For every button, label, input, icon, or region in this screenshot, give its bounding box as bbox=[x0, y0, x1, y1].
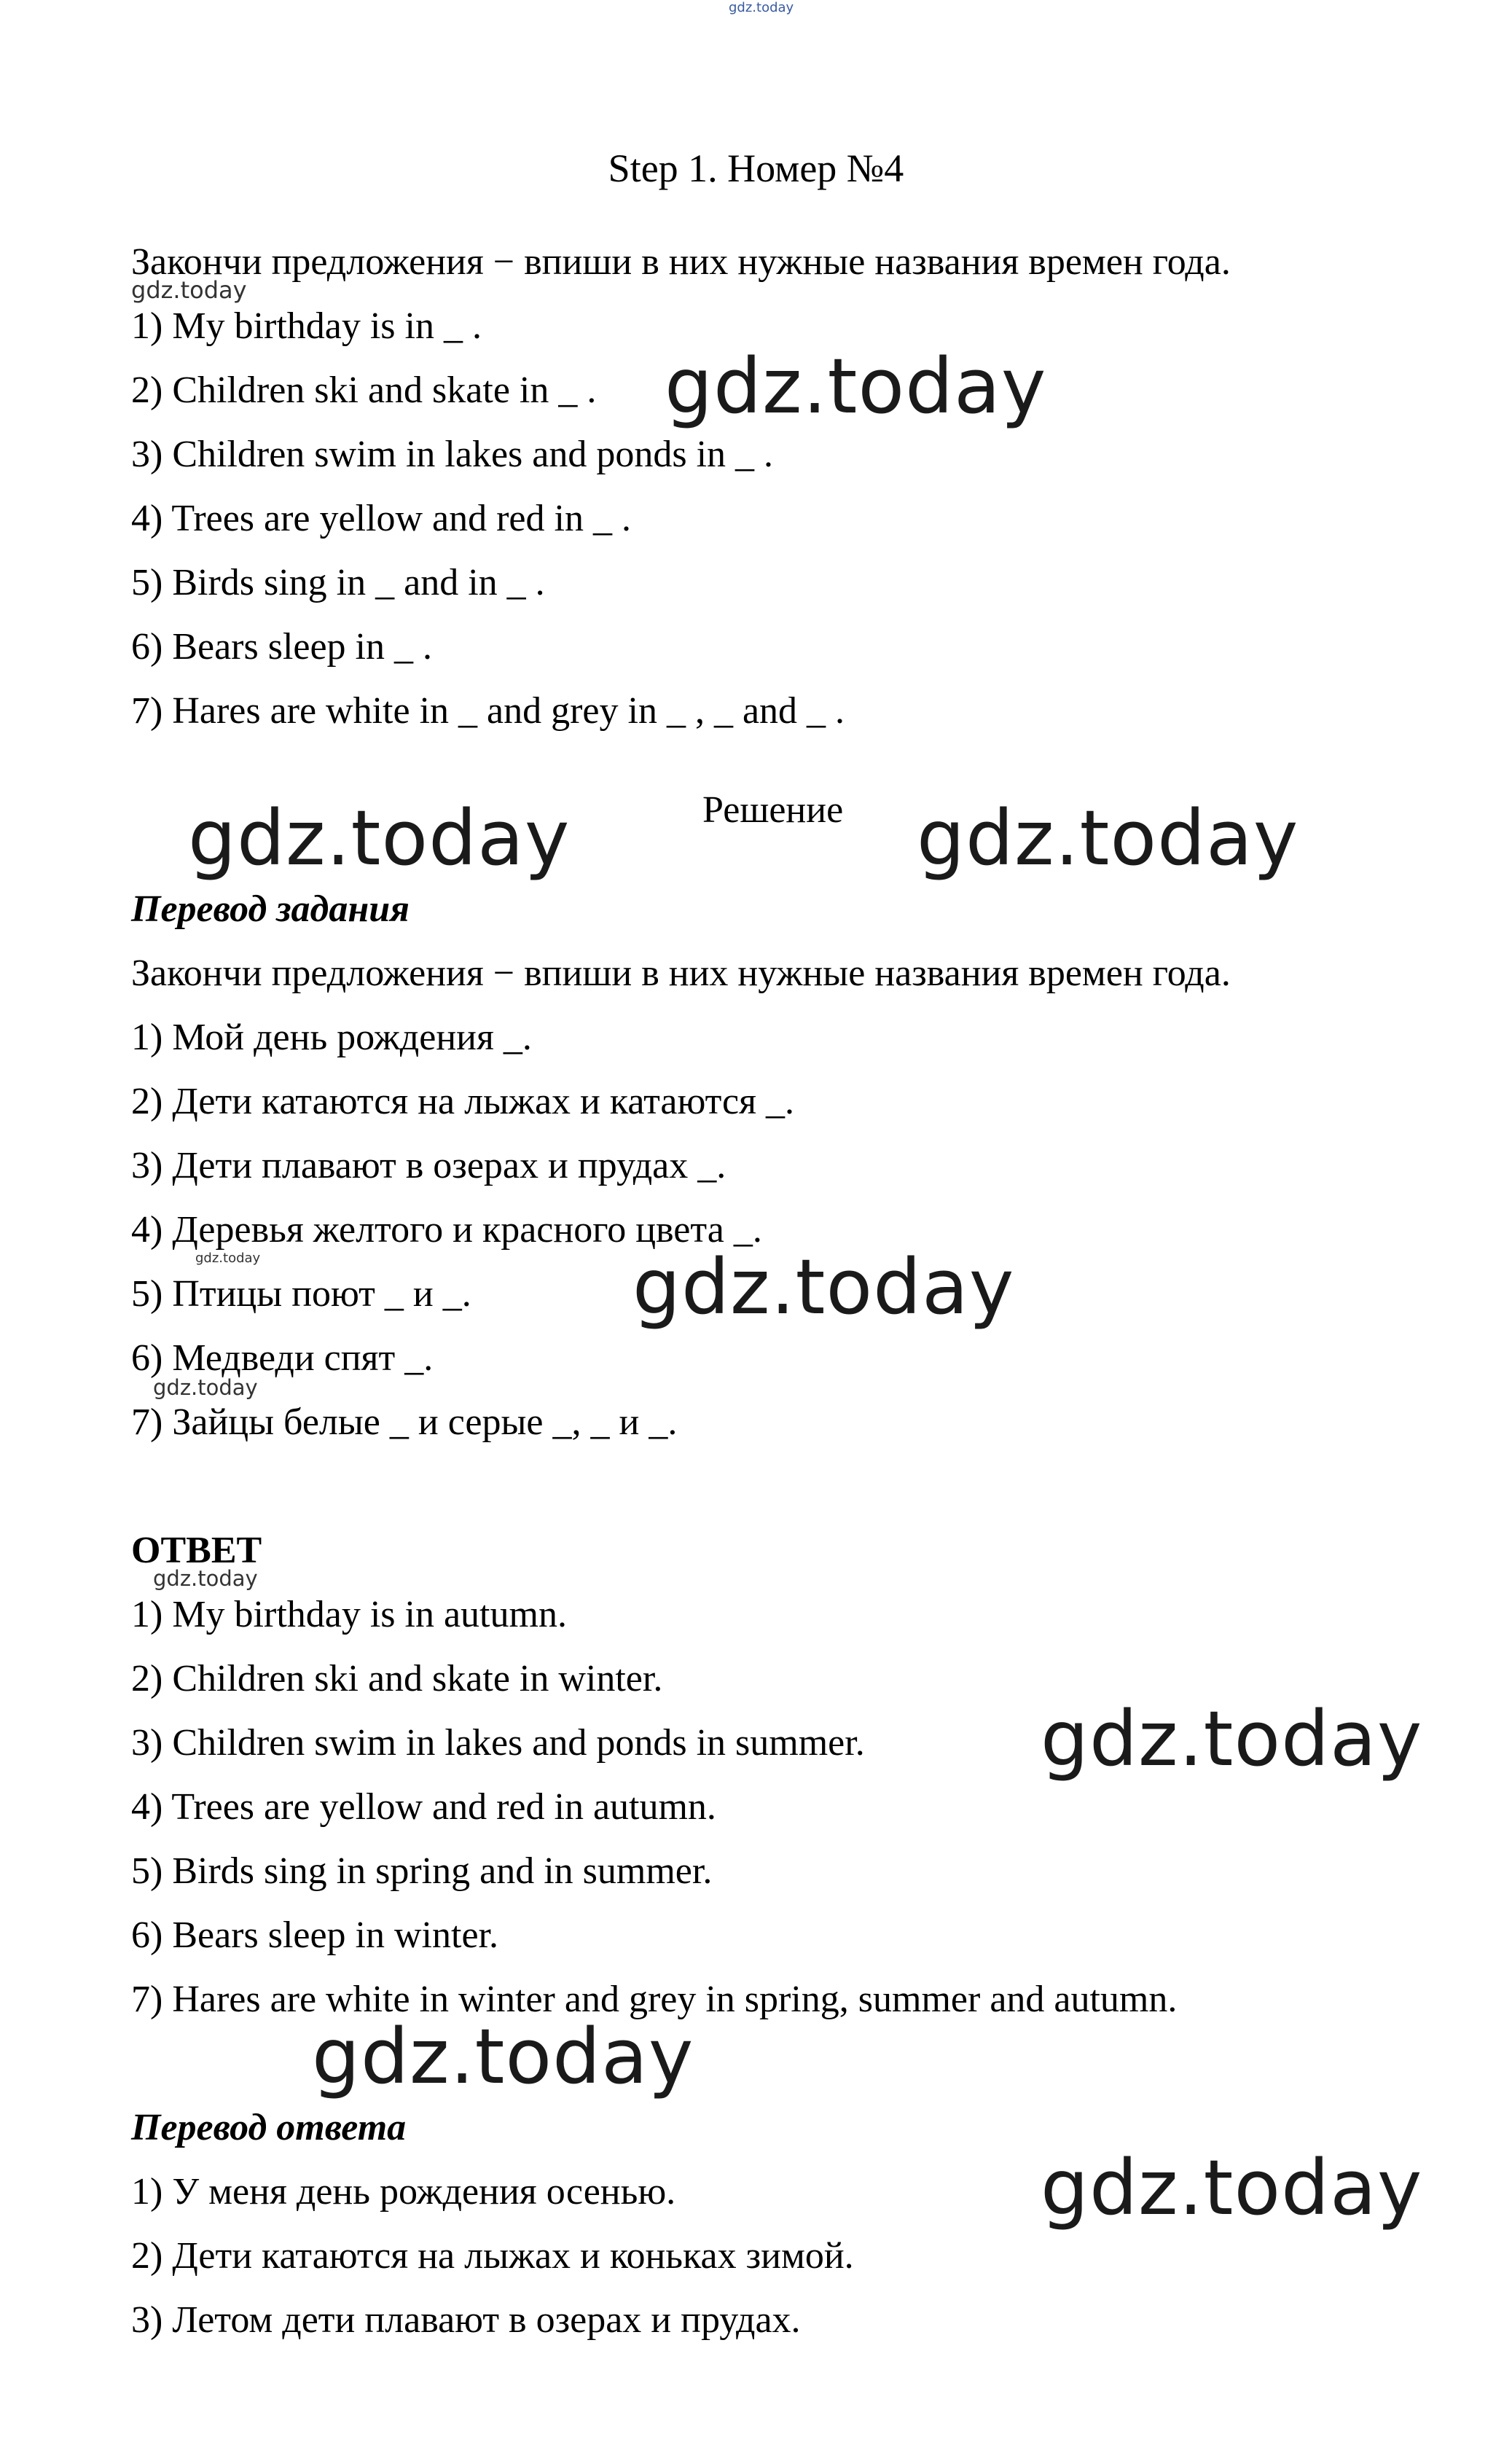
task-translation-item: 2) Дети катаются на лыжах и катаются _. bbox=[131, 1081, 795, 1122]
answer-translation-heading: Перевод ответа bbox=[131, 2107, 407, 2148]
task-item: 1) My birthday is in _ . bbox=[131, 305, 482, 347]
watermark-large: gdz.today bbox=[1041, 1694, 1423, 1783]
watermark-large: gdz.today bbox=[665, 342, 1047, 431]
task-item: 4) Trees are yellow and red in _ . bbox=[131, 498, 631, 539]
watermark-large: gdz.today bbox=[632, 1243, 1015, 1331]
task-item: 6) Bears sleep in _ . bbox=[131, 626, 433, 668]
answer-translation-item: 2) Дети катаются на лыжах и коньках зимой. bbox=[131, 2235, 854, 2277]
solution-label: Решение bbox=[702, 789, 844, 831]
watermark-large: gdz.today bbox=[917, 794, 1299, 883]
task-instruction: Закончи предложения − впиши в них нужные названия времен года. bbox=[131, 241, 1231, 283]
task-translation-item: 4) Деревья желтого и красного цвета _. bbox=[131, 1209, 762, 1251]
task-item: 3) Children swim in lakes and ponds in _ . bbox=[131, 434, 774, 475]
answer-item: 1) My birthday is in autumn. bbox=[131, 1594, 567, 1635]
watermark-small: gdz.today bbox=[153, 1375, 258, 1400]
watermark-large: gdz.today bbox=[1041, 2143, 1423, 2232]
task-item: 5) Birds sing in _ and in _ . bbox=[131, 562, 545, 603]
answer-translation-item: 3) Летом дети плавают в озерах и прудах. bbox=[131, 2299, 801, 2341]
task-translation-heading: Перевод задания bbox=[131, 888, 410, 930]
answer-item: 4) Trees are yellow and red in autumn. bbox=[131, 1786, 716, 1828]
answer-item: 6) Bears sleep in winter. bbox=[131, 1914, 498, 1956]
answer-item: 3) Children swim in lakes and ponds in summer. bbox=[131, 1722, 865, 1764]
task-translation-item: 6) Медведи спят _. bbox=[131, 1337, 434, 1379]
watermark-top: gdz.today bbox=[729, 0, 794, 15]
answer-item: 2) Children ski and skate in winter. bbox=[131, 1658, 663, 1699]
answer-heading: ОТВЕТ bbox=[131, 1530, 262, 1571]
task-item: 2) Children ski and skate in _ . bbox=[131, 369, 597, 411]
answer-item: 5) Birds sing in spring and in summer. bbox=[131, 1850, 713, 1892]
watermark-large: gdz.today bbox=[312, 2012, 694, 2101]
task-translation-item: 7) Зайцы белые _ и серые _, _ и _. bbox=[131, 1401, 678, 1443]
watermark-small: gdz.today bbox=[153, 1566, 258, 1591]
task-translation-item: 5) Птицы поют _ и _. bbox=[131, 1273, 471, 1315]
answer-item: 7) Hares are white in winter and grey in spring, summer and autumn. bbox=[131, 1979, 1178, 2020]
task-translation-item: 1) Мой день рождения _. bbox=[131, 1017, 532, 1058]
watermark-large: gdz.today bbox=[188, 794, 571, 883]
watermark-small: gdz.today bbox=[131, 276, 247, 304]
page-title: Step 1. Номер №4 bbox=[608, 146, 904, 190]
answer-translation-item: 1) У меня день рождения осенью. bbox=[131, 2171, 676, 2213]
task-translation-item: 3) Дети плавают в озерах и прудах _. bbox=[131, 1145, 726, 1186]
task-item: 7) Hares are white in _ and grey in _ , _ and _ . bbox=[131, 690, 845, 732]
watermark-tiny: gdz.today bbox=[195, 1251, 261, 1266]
task-translation-instruction: Закончи предложения − впиши в них нужные названия времен года. bbox=[131, 952, 1231, 994]
